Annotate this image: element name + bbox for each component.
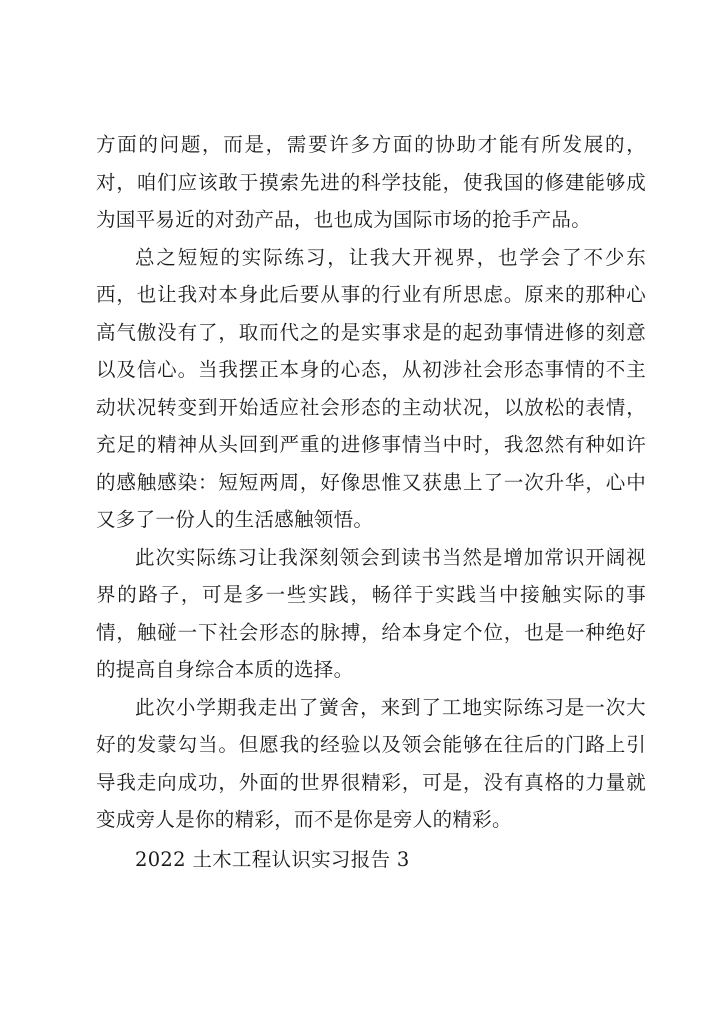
paragraph-practice-insight: 此次实际练习让我深刻领会到读书当然是增加常识开阔视界的路子，可是多一些实践，畅徉于实践当中接触实际的事情，触碰一下社会形态的脉搏，给本身定个位，也是一种绝好的提高自身综合本质的选择。 <box>96 545 646 681</box>
paragraph-continuation: 方面的问题，而是，需要许多方面的协助才能有所发展的，对，咱们应该敢于摸索先进的科学技能，使我国的修建能够成为国平易近的对劲产品，也也成为国际市场的抢手产品。 <box>96 133 646 231</box>
document-body <box>96 126 646 878</box>
section-heading: 2022 土木工程认识实习报告 3 <box>135 847 410 871</box>
paragraph-conclusion: 此次小学期我走出了黉舍，来到了工地实际练习是一次大好的发蒙勾当。但愿我的经验以及领会能够在往后的门路上引导我走向成功，外面的世界很精彩，可是，没有真格的力量就变成旁人是你的精彩，而不是你是旁人的精彩。 <box>96 695 646 831</box>
paragraph-summary: 总之短短的实际练习，让我大开视界，也学会了不少东西，也让我对本身此后要从事的行业有所思虑。原来的那种心高气傲没有了，取而代之的是实事求是的起劲事情进修的刻意以及信心。当我摆正本身的心态，从初涉社会形态事情的不主动状况转变到开始适应社会形态的主动状况，以放松的表情，充足的精神从头回到严重的进修事情当中时，我忽然有种如许的感触感染：短短两周，好像思惟又获患上了一次升华，心中又多了一份人的生活感触领悟。 <box>96 245 646 531</box>
